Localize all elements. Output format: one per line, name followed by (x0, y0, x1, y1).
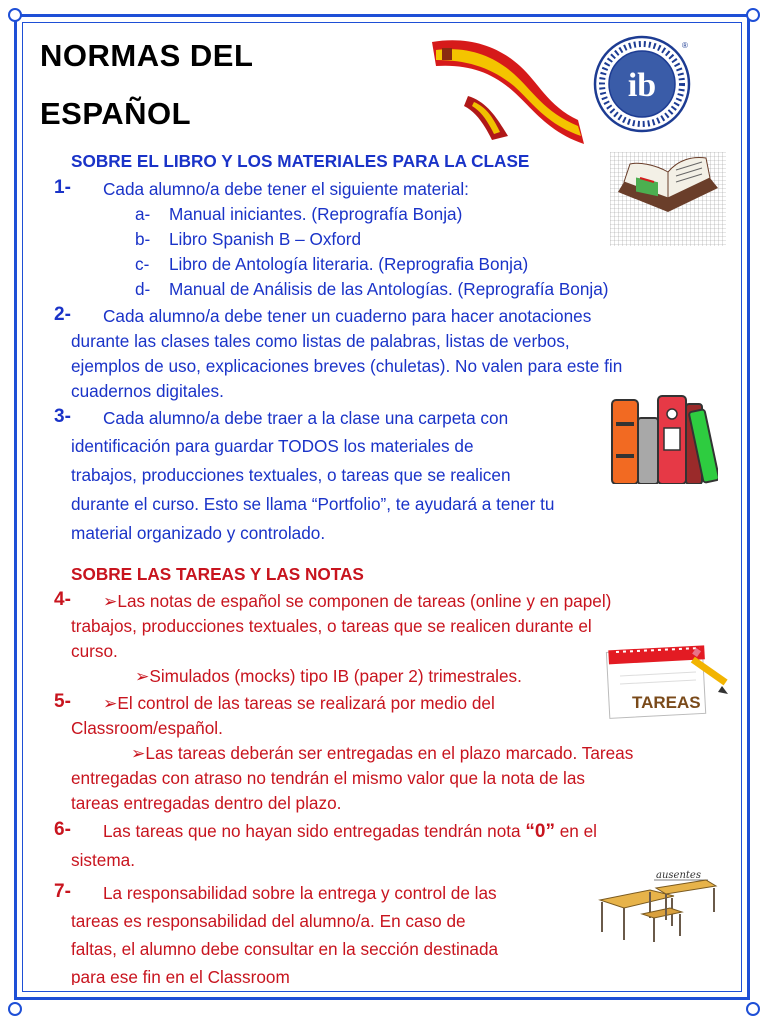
item-text-line: durante las clases tales como listas de palabras, listas de verbos, (71, 331, 570, 351)
item-text-line: para ese fin en el Classroom (71, 967, 290, 985)
tareas-notepad-icon (604, 642, 730, 722)
subitem-letter: a- (135, 204, 151, 224)
section-heading-materials: SOBRE EL LIBRO Y LOS MATERIALES PARA LA CLASE (71, 151, 530, 171)
item-subtext-line: tareas entregadas dentro del plazo. (71, 793, 342, 813)
item-text: Cada alumno/a debe tener el siguiente material: (103, 179, 469, 199)
item-number: 3- (54, 406, 71, 427)
item-subtext-line: ➢Las tareas deberán ser entregadas en el plazo marcado. Tareas (131, 743, 634, 763)
item-subtext-line: entregadas con atraso no tendrán el mismo valor que la nota de las (71, 768, 586, 788)
item-text-line: trabajos, producciones textuales, o tareas que se realicen durante el (71, 616, 592, 636)
item-text-line: ➢Las notas de español se componen de tareas (online y en papel) (103, 591, 612, 611)
empty-desks-icon (590, 866, 720, 946)
item-text-line (103, 821, 597, 842)
corner-ornament (746, 8, 760, 22)
item-text-line: ejemplos de uso, explicaciones breves (chuletas). No valen para este fin (71, 356, 623, 376)
open-book-icon (610, 152, 726, 246)
subitem-letter: b- (135, 229, 151, 249)
svg-text:TAREAS: TAREAS (632, 693, 701, 712)
item-number: 6- (54, 819, 71, 840)
item-text-after: en el (559, 821, 598, 841)
ib-logo-icon (592, 34, 692, 134)
svg-text:ib: ib (627, 67, 657, 104)
item-text-line: tareas es responsabilidad del alumno/a. En caso de (71, 911, 466, 931)
item-text-line: ➢El control de las tareas se realizará por medio del (103, 693, 495, 713)
item-number: 5- (54, 691, 71, 712)
item-text-line: curso. (71, 641, 118, 661)
item-text-line: faltas, el alumno debe consultar en la sección destinada (71, 939, 499, 959)
subitem-text: Manual de Análisis de las Antologías. (Reprografía Bonja) (169, 279, 609, 299)
binders-icon (608, 392, 718, 484)
item-text-line: trabajos, producciones textuales, o tareas que se realicen (71, 465, 511, 485)
page-title-line1: NORMAS DEL (40, 38, 254, 73)
item-number: 4- (54, 589, 71, 610)
subitem-letter: d- (135, 279, 151, 299)
svg-text:ausentes: ausentes (656, 870, 701, 881)
subitem-text: Libro Spanish B – Oxford (169, 229, 362, 249)
item-text-line: Classroom/español. (71, 718, 223, 738)
spain-flag-ribbon-icon (428, 36, 588, 148)
item-text-line: Cada alumno/a debe tener un cuaderno para hacer anotaciones (103, 306, 592, 326)
item-text-line: La responsabilidad sobre la entrega y control de las (103, 883, 497, 903)
item-text-line: cuadernos digitales. (71, 381, 224, 401)
item-text-line: identificación para guardar TODOS los materiales de (71, 436, 474, 456)
item-number: 1- (54, 177, 71, 198)
corner-ornament (8, 8, 22, 22)
section-heading-tasks: SOBRE LAS TAREAS Y LAS NOTAS (71, 564, 364, 584)
item-text-before: Las tareas que no hayan sido entregadas tendrán nota (103, 821, 521, 841)
corner-ornament (746, 1002, 760, 1016)
page-title-line2: ESPAÑOL (40, 96, 192, 131)
item-number: 2- (54, 304, 71, 325)
subitem-text: Libro de Antología literaria. (Reprografia Bonja) (169, 254, 529, 274)
subitem-text: Manual iniciantes. (Reprografía Bonja) (169, 204, 463, 224)
item-text-line: durante el curso. Esto se llama “Portfolio”, te ayudará a tener tu (71, 494, 555, 514)
item-number: 7- (54, 881, 71, 902)
svg-text:®: ® (682, 41, 688, 50)
item-subtext: ➢Simulados (mocks) tipo IB (paper 2) trimestrales. (135, 666, 522, 686)
corner-ornament (8, 1002, 22, 1016)
grade-zero: “0” (525, 821, 555, 842)
item-text-line: sistema. (71, 850, 135, 870)
subitem-letter: c- (135, 254, 150, 274)
item-text-line: Cada alumno/a debe traer a la clase una carpeta con (103, 408, 509, 428)
item-text-line: material organizado y controlado. (71, 523, 326, 543)
